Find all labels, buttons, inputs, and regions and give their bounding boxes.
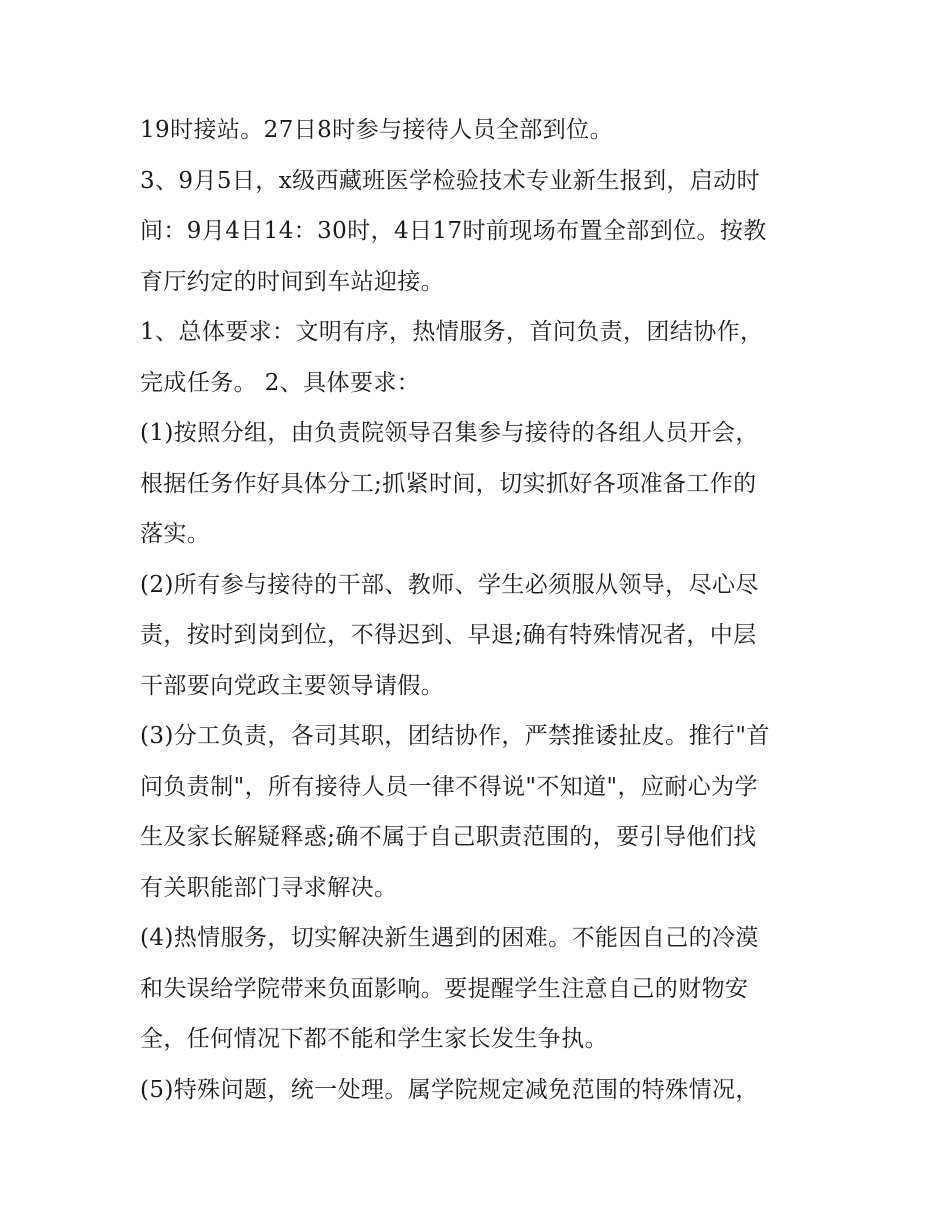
text-line: 生及家长解疑释惑;确不属于自己职责范围的，要引导他们找 [140,824,757,850]
text-line: 根据任务作好具体分工;抓紧时间，切实抓好各项准备工作的 [140,470,757,497]
text-line: 3、9月5日，x级西藏班医学检验技术专业新生报到，启动时 [140,167,761,194]
text-line: 全，任何情况下都不能和学生家长发生争执。 [140,1026,608,1052]
text-line: 责，按时到岗到位，不得迟到、早退;确有特殊情况者，中层 [140,622,757,648]
text-line: 间：9月4日14：30时，4日17时前现场布置全部到位。按教 [140,218,767,244]
text-line: 和失误给学院带来负面影响。要提醒学生注意自己的财物安 [140,975,749,1002]
text-line: 问负责制"，所有接待人员一律不得说"不知道"，应耐心为学 [140,773,758,800]
text-line: (4)热情服务，切实解决新生遇到的困难。不能因自己的冷漠 [140,925,759,951]
text-line: 完成任务。 2、具体要求： [140,369,421,396]
text-line: (3)分工负责，各司其职，团结协作，严禁推诿扯皮。推行"首 [140,723,770,749]
text-line: 19时接站。27日8时参与接待人员全部到位。 [140,117,613,143]
document-body [140,105,810,1115]
text-line: (1)按照分组，由负责院领导召集参与接待的各组人员开会， [140,420,759,446]
text-line: (2)所有参与接待的干部、教师、学生必须服从领导，尽心尽 [140,571,759,598]
text-line: 落实。 [140,521,211,547]
text-line: 干部要向党政主要领导请假。 [140,672,445,699]
text-line: 1、总体要求：文明有序，热情服务，首问负责，团结协作， [140,319,764,345]
text-line: 有关职能部门寻求解决。 [140,874,398,901]
text-line: 育厅约定的时间到车站迎接。 [140,268,445,295]
text-line: (5)特殊问题，统一处理。属学院规定减免范围的特殊情况， [140,1076,759,1103]
